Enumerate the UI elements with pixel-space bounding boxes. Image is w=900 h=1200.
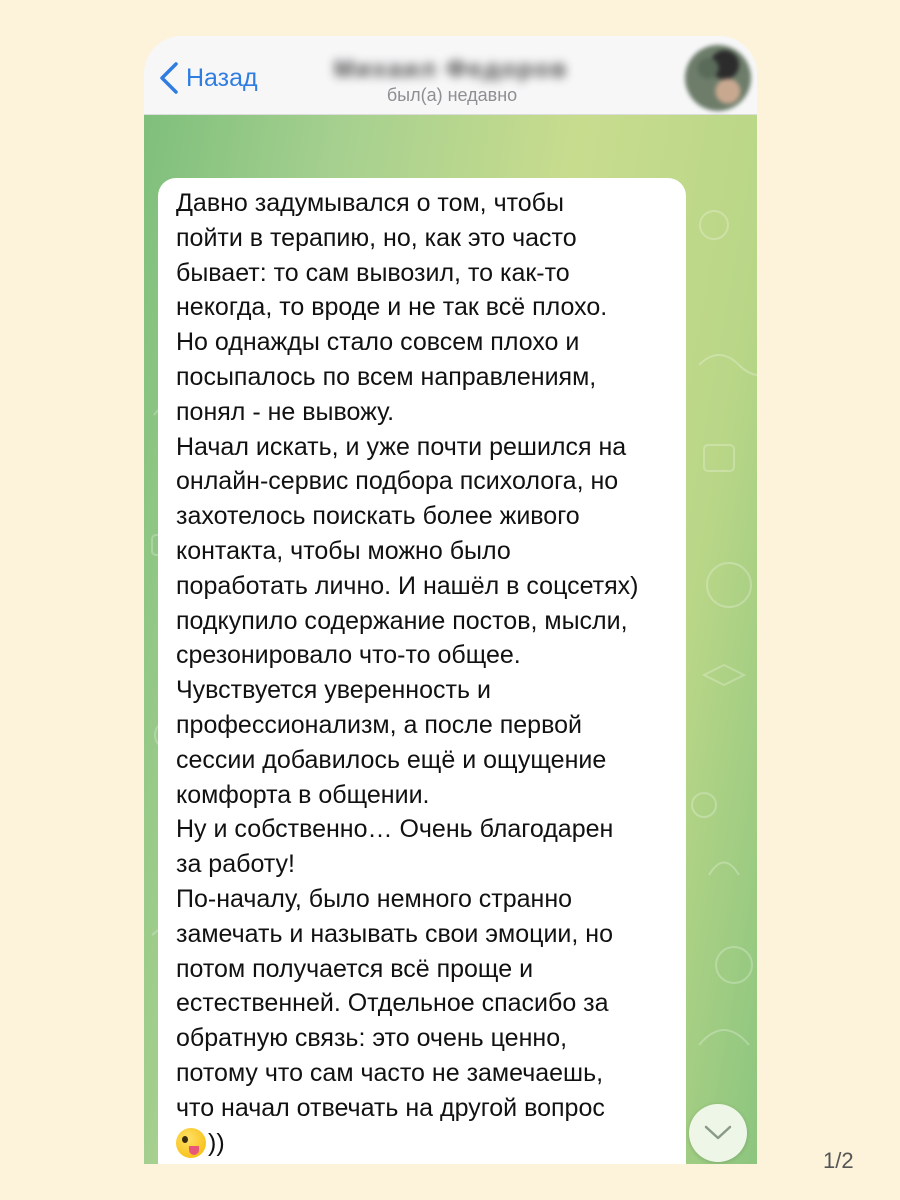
- message-tail-text: )): [208, 1128, 225, 1157]
- chevron-down-icon: [703, 1124, 733, 1142]
- chat-area[interactable]: [144, 115, 757, 1164]
- scroll-to-bottom-button[interactable]: [689, 1104, 747, 1162]
- chat-header: [144, 36, 757, 115]
- zany-face-emoji-icon: [176, 1128, 206, 1158]
- back-label: Назад: [186, 63, 258, 92]
- contact-status: был(а) недавно: [386, 85, 518, 105]
- message-emoji-line: [176, 1128, 225, 1158]
- avatar[interactable]: [685, 45, 751, 111]
- message-bubble[interactable]: [158, 178, 686, 1164]
- back-button[interactable]: [158, 60, 258, 96]
- contact-name[interactable]: Михаил Федоров: [334, 56, 568, 83]
- telegram-chat-window: [144, 36, 757, 1164]
- page-indicator: 1/2: [823, 1148, 854, 1173]
- message-text: Давно задумывался о том, чтобы пойти в терапию, но, как это часто бывает: то сам вывозил, то как-то некогда, то вроде и не так всё плохо. Но однажды стало совсем плохо и посыпалось по всем направлениям, понял - не вывожу. Начал искать, и уже почти решился на онлайн-сервис подбора психолога, но захотелось поискать более живого контакта, чтобы можно было поработать лично. И нашёл в соцсетях) подкупило содержание постов, мысли, срезонировало что-то общее. Чувствуется уверенность и профессионализм, а после первой сессии добавилось ещё и ощущение комфорта в общении. Ну и собственно… Очень благодарен за работу! По-началу, было немного странно замечать и называть свои эмоции, но потом получается всё проще и естественней. Отдельное спасибо за обратную связь: это очень ценно, потому что сам часто не замечаешь, что начал отвечать на другой вопрос: [176, 189, 639, 1122]
- chevron-left-icon: [158, 61, 180, 95]
